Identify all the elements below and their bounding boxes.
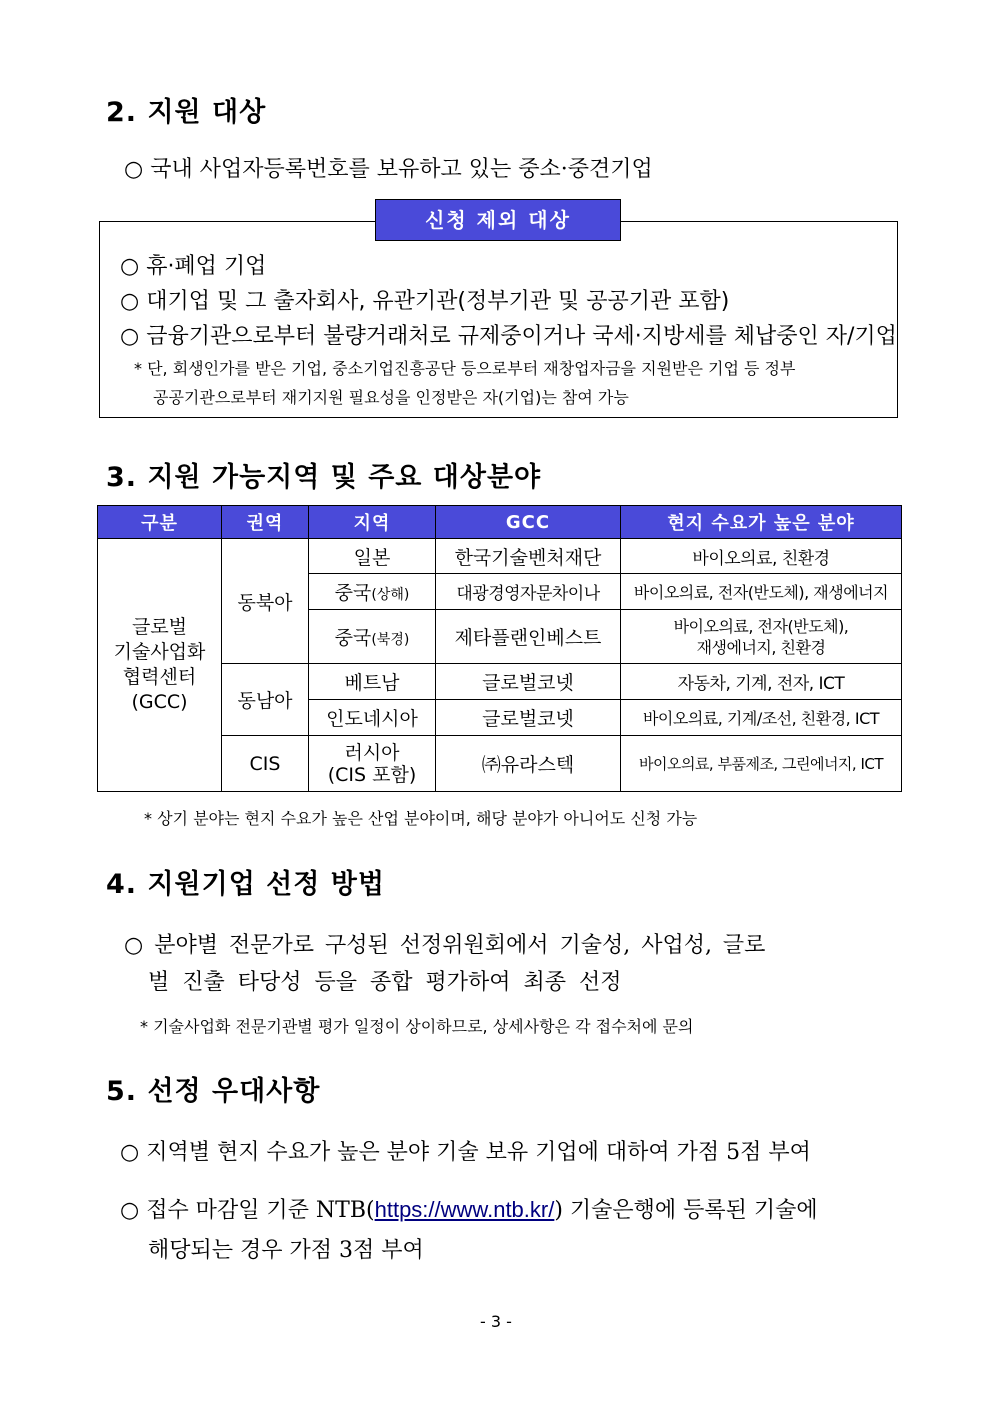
header-gcc: GCC (436, 506, 621, 539)
field-cell: 자동차, 기계, 전자, ICT (621, 664, 902, 700)
gcc-cell: ㈜유라스텍 (436, 736, 621, 792)
field-line: 재생에너지, 친환경 (696, 637, 826, 657)
header-field: 현지 수요가 높은 분야 (621, 506, 902, 539)
category-line: 글로벌 (131, 616, 188, 638)
section-2-bullet: ○ 국내 사업자등록번호를 보유하고 있는 중소·중견기업 (124, 157, 653, 182)
header-region: 권역 (222, 506, 309, 539)
gcc-cell: 글로벌코넷 (436, 664, 621, 700)
region-cell-cis: CIS (222, 736, 309, 792)
region-table (97, 505, 902, 792)
section-5-bullet-2 (120, 1193, 818, 1224)
country-line: (CIS 포함) (327, 763, 417, 786)
bullet-text: ) 기술은행에 등록된 기술에 (554, 1198, 818, 1223)
gcc-cell: 글로벌코넷 (436, 700, 621, 736)
field-line: 바이오의료, 전자(반도체), (673, 616, 849, 636)
section-5-bullet-1: ○ 지역별 현지 수요가 높은 분야 기술 보유 기업에 대하여 가점 5점 부여 (120, 1140, 811, 1165)
country-cell: 중국(상해) (309, 574, 436, 610)
category-line: (GCC) (131, 691, 188, 713)
gcc-cell: 제타플랜인베스트 (436, 610, 621, 664)
category-line: 기술사업화 (113, 641, 206, 663)
section-4-bullet-cont: 벌 진출 타당성 등을 종합 평가하여 최종 선정 (148, 970, 622, 995)
field-cell (621, 610, 902, 664)
exclusion-item: ○ 금융기관으로부터 불량거래처로 규제중이거나 국세·지방세를 체납중인 자/기업 (120, 324, 897, 349)
category-line: 협력센터 (122, 666, 197, 688)
table-header-row (98, 506, 902, 539)
section-3-title: 3. 지원 가능지역 및 주요 대상분야 (106, 462, 542, 493)
country-cell: 중국(북경) (309, 610, 436, 664)
header-category: 구분 (98, 506, 222, 539)
field-cell: 바이오의료, 친환경 (621, 539, 902, 574)
section-5-bullet-2-cont: 해당되는 경우 가점 3점 부여 (148, 1238, 424, 1263)
section-4-note: * 기술사업화 전문기관별 평가 일정이 상이하므로, 상세사항은 각 접수처에 문의 (140, 1017, 694, 1036)
section-5-title: 5. 선정 우대사항 (106, 1076, 321, 1107)
page-number: - 3 - (480, 1312, 512, 1331)
exclusion-box-label: 신청 제외 대상 (375, 199, 621, 241)
section-4-bullet: ○ 분야별 전문가로 구성된 선정위원회에서 기술성, 사업성, 글로 (124, 933, 766, 958)
field-cell: 바이오의료, 기계/조선, 친환경, ICT (621, 700, 902, 736)
field-cell: 바이오의료, 부품제조, 그린에너지, ICT (621, 736, 902, 792)
field-cell: 바이오의료, 전자(반도체), 재생에너지 (621, 574, 902, 610)
bullet-text: ○ 접수 마감일 기준 NTB( (120, 1198, 375, 1223)
section-4-title: 4. 지원기업 선정 방법 (106, 869, 385, 900)
category-cell (98, 539, 222, 792)
country-cell (309, 736, 436, 792)
country-cell: 일본 (309, 539, 436, 574)
header-country: 지역 (309, 506, 436, 539)
exclusion-note-cont: 공공기관으로부터 재기지원 필요성을 인정받은 자(기업)는 참여 가능 (153, 388, 629, 407)
table-row (98, 539, 902, 574)
region-cell-northeast: 동북아 (222, 539, 309, 664)
ntb-link[interactable]: https://www.ntb.kr/ (374, 1197, 555, 1222)
region-cell-southeast: 동남아 (222, 664, 309, 736)
gcc-cell: 대광경영자문차이나 (436, 574, 621, 610)
country-cell: 베트남 (309, 664, 436, 700)
exclusion-item: ○ 휴·폐업 기업 (120, 254, 267, 279)
exclusion-item: ○ 대기업 및 그 출자회사, 유관기관(정부기관 및 공공기관 포함) (120, 289, 730, 314)
gcc-cell: 한국기술벤처재단 (436, 539, 621, 574)
country-cell: 인도네시아 (309, 700, 436, 736)
section-2-title: 2. 지원 대상 (106, 97, 267, 128)
table-note: * 상기 분야는 현지 수요가 높은 산업 분야이며, 해당 분야가 아니어도 신청 가능 (144, 809, 698, 828)
country-line: 러시아 (344, 741, 400, 764)
exclusion-note: * 단, 회생인가를 받은 기업, 중소기업진흥공단 등으로부터 재창업자금을 지원받은 기업 등 정부 (134, 359, 796, 378)
